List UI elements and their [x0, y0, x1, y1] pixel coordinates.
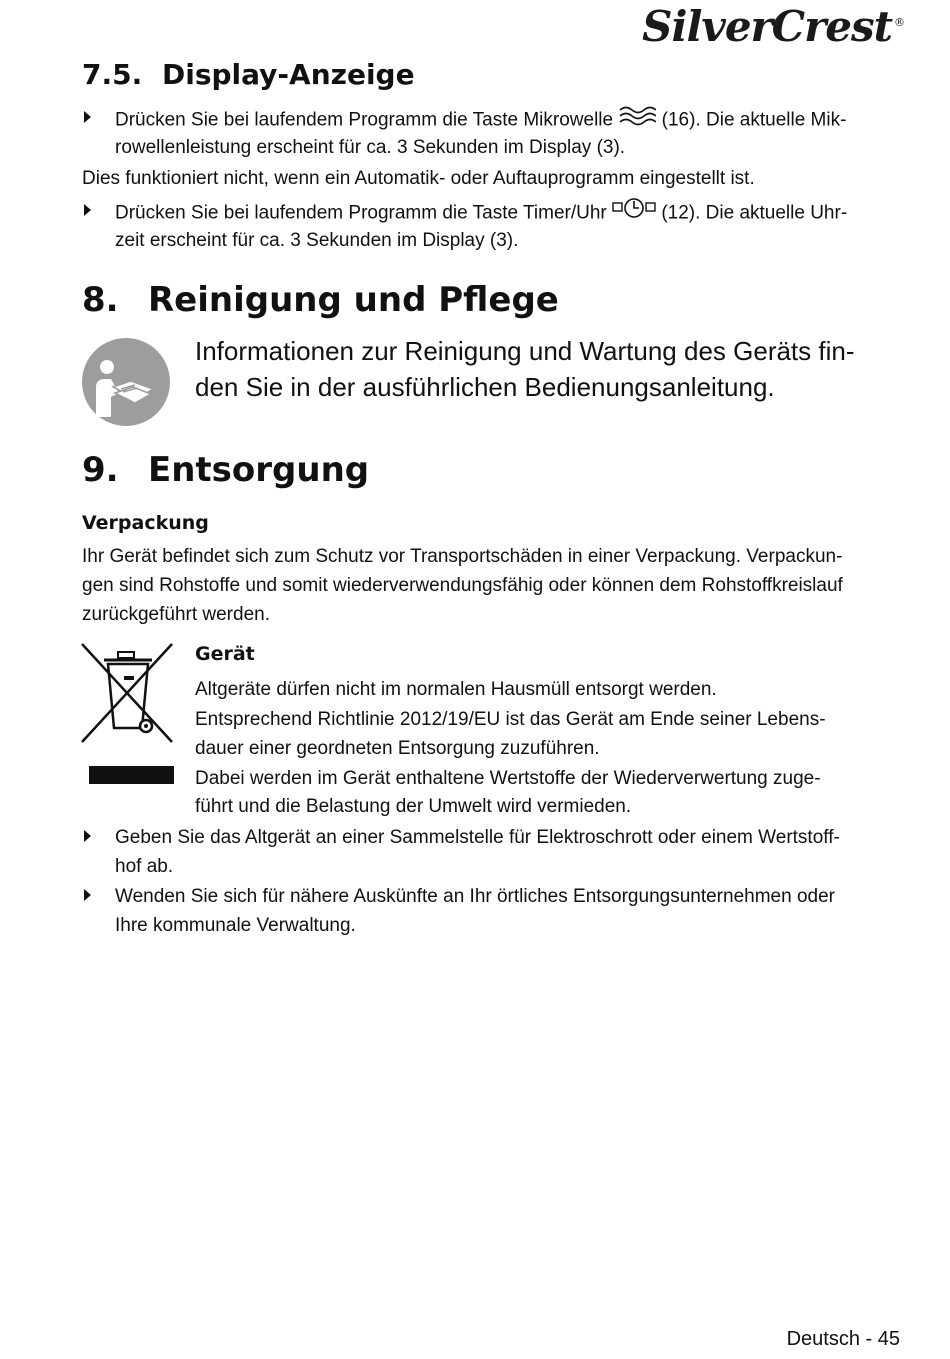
section-number: 8.	[82, 280, 119, 320]
text-segment: Drücken Sie bei laufendem Programm die Taste Timer/Uhr	[115, 202, 607, 224]
bullet-arrow-icon	[84, 111, 91, 123]
device-text: Altgeräte dürfen nicht im normalen Hausmüll entsorgt werden.	[195, 679, 717, 700]
packaging-text: gen sind Rohstoffe und somit wiederverwendungsfähig oder können dem Rohstoffkreislauf	[82, 575, 843, 596]
bullet-text-continued: rowellenleistung erscheint für ca. 3 Sekunden im Display (3).	[115, 137, 626, 158]
section-number: 7.5.	[82, 58, 143, 91]
section-title: Entsorgung	[148, 450, 370, 490]
weee-crossed-bin-icon	[80, 642, 175, 791]
page-number: Deutsch - 45	[786, 1328, 900, 1350]
device-heading: Gerät	[195, 643, 255, 665]
bullet-text: Wenden Sie sich für nähere Auskünfte an Ihr örtliches Entsorgungsunternehmen oder	[115, 886, 835, 907]
text-segment: (12). Die aktuelle Uhr-	[661, 202, 848, 224]
read-manual-icon	[81, 337, 171, 431]
brand-name: SilverCrest	[642, 2, 892, 51]
bullet-arrow-icon	[84, 830, 91, 842]
text-segment: (16). Die aktuelle Mik-	[661, 109, 847, 131]
packaging-text: Ihr Gerät befindet sich zum Schutz vor Transportschäden in einer Verpackung. Verpackun-	[82, 546, 843, 567]
info-text: Informationen zur Reinigung und Wartung des Geräts fin-	[195, 336, 855, 366]
registered-mark: ®	[894, 16, 904, 29]
device-text: Dabei werden im Gerät enthaltene Wertstoffe der Wiederverwertung zuge-	[195, 768, 821, 789]
packaging-heading: Verpackung	[82, 512, 209, 534]
section-number: 9.	[82, 450, 119, 490]
bullet-arrow-icon	[84, 889, 91, 901]
bullet-text-continued: hof ab.	[115, 856, 174, 877]
bullet-text: Geben Sie das Altgerät an einer Sammelstelle für Elektroschrott oder einem Wertstoff-	[115, 827, 840, 848]
device-text: führt und die Belastung der Umwelt wird vermieden.	[195, 796, 632, 817]
section-title: Reinigung und Pflege	[148, 280, 559, 320]
brand-logo	[642, 2, 904, 51]
bullet-arrow-icon	[84, 204, 91, 216]
packaging-text: zurückgeführt werden.	[82, 604, 270, 625]
timer-clock-icon	[612, 197, 656, 230]
info-text-continued: den Sie in der ausführlichen Bedienungsanleitung.	[195, 372, 775, 402]
bullet-text-continued: zeit erscheint für ca. 3 Sekunden im Display (3).	[115, 230, 519, 251]
text-segment: Drücken Sie bei laufendem Programm die Taste Mikrowelle	[115, 109, 614, 131]
device-text: Entsprechend Richtlinie 2012/19/EU ist das Gerät am Ende seiner Lebens-	[195, 709, 826, 730]
section-9-heading	[82, 450, 369, 490]
section-8-heading	[82, 280, 559, 320]
bullet-text-continued: Ihre kommunale Verwaltung.	[115, 915, 356, 936]
device-text: dauer einer geordneten Entsorgung zuzuführen.	[195, 738, 600, 759]
section-title: Display-Anzeige	[162, 58, 415, 91]
note-text: Dies funktioniert nicht, wenn ein Automatik- oder Auftauprogramm eingestellt ist.	[82, 168, 755, 189]
section-7-5-heading	[82, 58, 415, 91]
